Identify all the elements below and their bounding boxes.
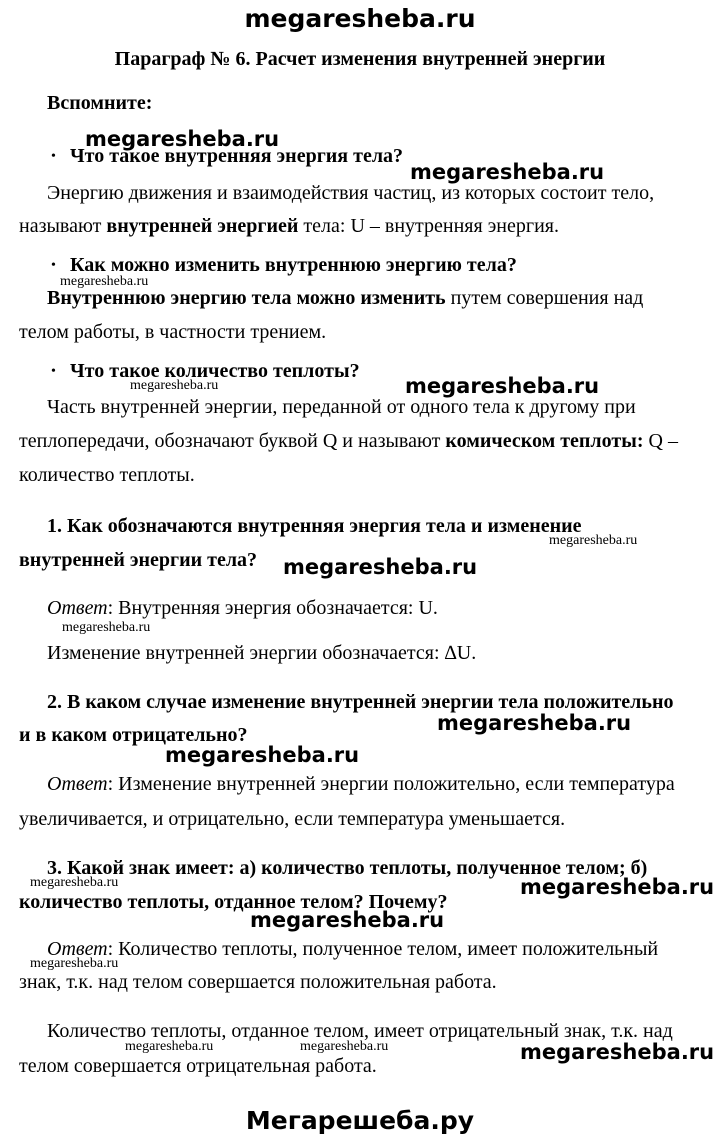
answer-2-line-2: увеличивается, и отрицательно, если температура уменьшается. bbox=[19, 808, 566, 830]
watermark: megaresheba.ru bbox=[30, 956, 119, 971]
remember-question-2: Как можно изменить внутреннюю энергию тела? bbox=[70, 254, 517, 276]
answer-3-extra-line-1: Количество теплоты, отданное телом, имеет отрицательный знак, т.к. над bbox=[47, 1020, 673, 1042]
remember-answer-3-line-2: теплопередачи, обозначают буквой Q и называют комическом теплоты: Q – bbox=[19, 430, 678, 452]
watermark: megaresheba.ru bbox=[437, 711, 632, 735]
remember-answer-2-line-1: Внутреннюю энергию тела можно изменить путем совершения над bbox=[47, 287, 644, 309]
remember-answer-3-line-1: Часть внутренней энергии, переданной от одного тела к другому при bbox=[47, 396, 636, 418]
header-brand: megaresheba.ru bbox=[244, 4, 476, 33]
answer-3-extra-line-2: телом совершается отрицательная работа. bbox=[19, 1055, 377, 1077]
watermark: megaresheba.ru bbox=[549, 533, 638, 548]
answer-3-line-1: Ответ: Количество теплоты, полученное телом, имеет положительный bbox=[47, 938, 659, 960]
remember-question-1: Что такое внутренняя энергия тела? bbox=[70, 145, 404, 167]
remember-question-3: Что такое количество теплоты? bbox=[70, 360, 360, 382]
remember-answer-3-line-3: количество теплоты. bbox=[19, 464, 195, 486]
page-title: Параграф № 6. Расчет изменения внутренней энергии bbox=[114, 48, 606, 70]
question-3-line-2: количество теплоты, отданное телом? Почему? bbox=[19, 891, 448, 913]
watermark: megaresheba.ru bbox=[30, 875, 119, 890]
question-1-line-1: 1. Как обозначаются внутренняя энергия тела и изменение bbox=[47, 515, 582, 537]
watermark: megaresheba.ru bbox=[405, 374, 600, 398]
answer-1-line-2: Изменение внутренней энергии обозначается: ∆U. bbox=[47, 642, 477, 664]
answer-3-line-2: знак, т.к. над телом совершается положительная работа. bbox=[19, 971, 497, 993]
watermark: megaresheba.ru bbox=[300, 1039, 389, 1054]
question-3-line-1: 3. Какой знак имеет: а) количество теплоты, полученное телом; б) bbox=[47, 857, 648, 879]
bullet-2: • bbox=[51, 258, 56, 273]
watermark: megaresheba.ru bbox=[520, 1040, 715, 1064]
remember-answer-1-line-1: Энергию движения и взаимодействия частиц, из которых состоит тело, bbox=[47, 182, 655, 204]
question-1-line-2: внутренней энергии тела? bbox=[19, 549, 258, 571]
watermark: megaresheba.ru bbox=[165, 743, 360, 767]
watermark: megaresheba.ru bbox=[125, 1039, 214, 1054]
question-2-line-2: и в каком отрицательно? bbox=[19, 724, 248, 746]
remember-answer-1-line-2: называют внутренней энергией тела: U – внутренняя энергия. bbox=[19, 215, 559, 237]
watermark: megaresheba.ru bbox=[410, 160, 605, 184]
watermark: megaresheba.ru bbox=[250, 908, 445, 932]
question-2-line-1: 2. В каком случае изменение внутренней энергии тела положительно bbox=[47, 691, 674, 713]
answer-1-line-1: Ответ: Внутренняя энергия обозначается: U. bbox=[47, 597, 438, 619]
watermark: megaresheba.ru bbox=[62, 620, 151, 635]
footer-brand: Мегарешеба.ру bbox=[245, 1106, 475, 1135]
remember-heading: Вспомните: bbox=[47, 92, 153, 114]
watermark: megaresheba.ru bbox=[130, 378, 219, 393]
remember-answer-2-line-2: телом работы, в частности трением. bbox=[19, 321, 327, 343]
watermark: megaresheba.ru bbox=[520, 875, 715, 899]
answer-2-line-1: Ответ: Изменение внутренней энергии положительно, если температура bbox=[47, 773, 675, 795]
watermark: megaresheba.ru bbox=[85, 127, 280, 151]
watermark: megaresheba.ru bbox=[60, 274, 149, 289]
bullet-3: • bbox=[51, 364, 56, 379]
watermark: megaresheba.ru bbox=[283, 555, 478, 579]
bullet-1: • bbox=[51, 149, 56, 164]
